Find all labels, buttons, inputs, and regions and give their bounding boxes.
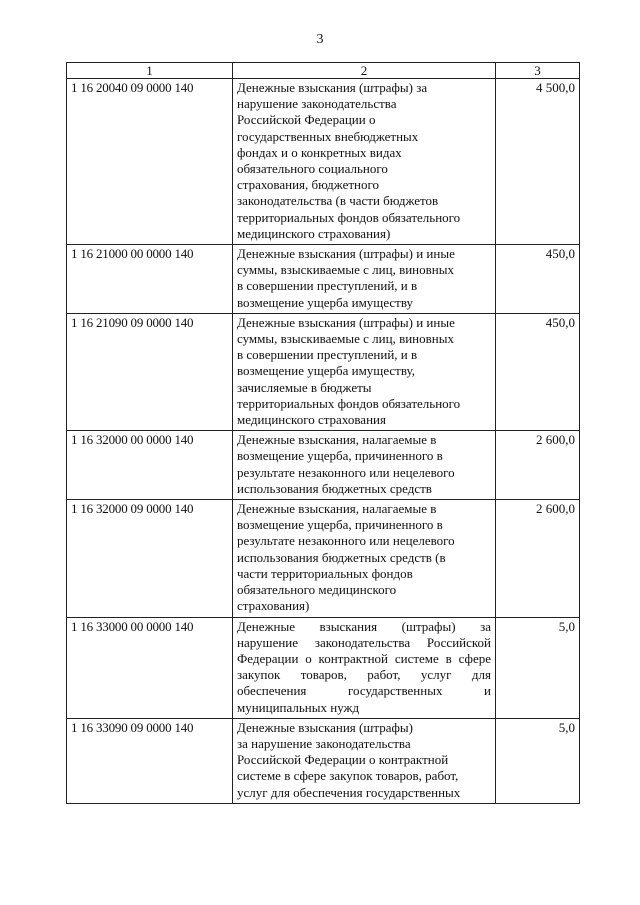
- budget-code-cell: 1 16 33090 09 0000 140: [67, 718, 233, 803]
- table-row: [67, 617, 580, 718]
- amount-cell: 450,0: [496, 313, 580, 430]
- table-header-row: [67, 63, 580, 79]
- column-header-description: 2: [233, 63, 496, 79]
- table-row: [67, 718, 580, 803]
- budget-code-cell: 1 16 32000 09 0000 140: [67, 500, 233, 617]
- table-row: [67, 313, 580, 430]
- table-row: [67, 245, 580, 314]
- table-row: [67, 79, 580, 245]
- amount-cell: 5,0: [496, 617, 580, 718]
- page-number: 3: [316, 32, 324, 47]
- budget-revenue-table: [66, 62, 580, 804]
- amount-cell: 2 600,0: [496, 500, 580, 617]
- budget-code-cell: 1 16 33000 00 0000 140: [67, 617, 233, 718]
- column-header-amount: 3: [496, 63, 580, 79]
- amount-cell: 2 600,0: [496, 431, 580, 500]
- budget-code-cell: 1 16 20040 09 0000 140: [67, 79, 233, 245]
- amount-cell: 450,0: [496, 245, 580, 314]
- table-row: [67, 500, 580, 617]
- description-cell: Денежные взыскания (штрафы) и иные суммы, взыскиваемые с лиц, виновных в совершении преступлений, и в возмещение ущерба имуществу, зачисляемые в бюджеты территориальных фондов обязательного медицинского страхования: [233, 313, 496, 430]
- description-cell: Денежные взыскания (штрафы) за нарушение законодательства Российской Федерации о государственных внебюджетных фондах и о конкретных видах обязательного социального страхования, бюджетного законодательства (в части бюджетов территориальных фондов обязательного медицинского страхования): [233, 79, 496, 245]
- budget-code-cell: 1 16 21090 09 0000 140: [67, 313, 233, 430]
- description-cell: Денежные взыскания (штрафы) за нарушение законодательства Российской Федерации о контрактной системе в сфере закупок товаров, работ, услуг для обеспечения государственных и муниципальных нужд: [233, 617, 496, 718]
- table-body: [67, 79, 580, 804]
- budget-code-cell: 1 16 21000 00 0000 140: [67, 245, 233, 314]
- description-cell: Денежные взыскания (штрафы) и иные суммы, взыскиваемые с лиц, виновных в совершении преступлений, и в возмещение ущерба имуществу: [233, 245, 496, 314]
- table-row: [67, 431, 580, 500]
- amount-cell: 5,0: [496, 718, 580, 803]
- budget-code-cell: 1 16 32000 00 0000 140: [67, 431, 233, 500]
- description-cell: Денежные взыскания (штрафы) за нарушение законодательства Российской Федерации о контрактной системе в сфере закупок товаров, работ, услуг для обеспечения государственных: [233, 718, 496, 803]
- description-cell: Денежные взыскания, налагаемые в возмещение ущерба, причиненного в результате незаконного или нецелевого использования бюджетных средств: [233, 431, 496, 500]
- column-header-code: 1: [67, 63, 233, 79]
- amount-cell: 4 500,0: [496, 79, 580, 245]
- description-cell: Денежные взыскания, налагаемые в возмещение ущерба, причиненного в результате незаконного или нецелевого использования бюджетных средств (в части территориальных фондов обязательного медицинского страхования): [233, 500, 496, 617]
